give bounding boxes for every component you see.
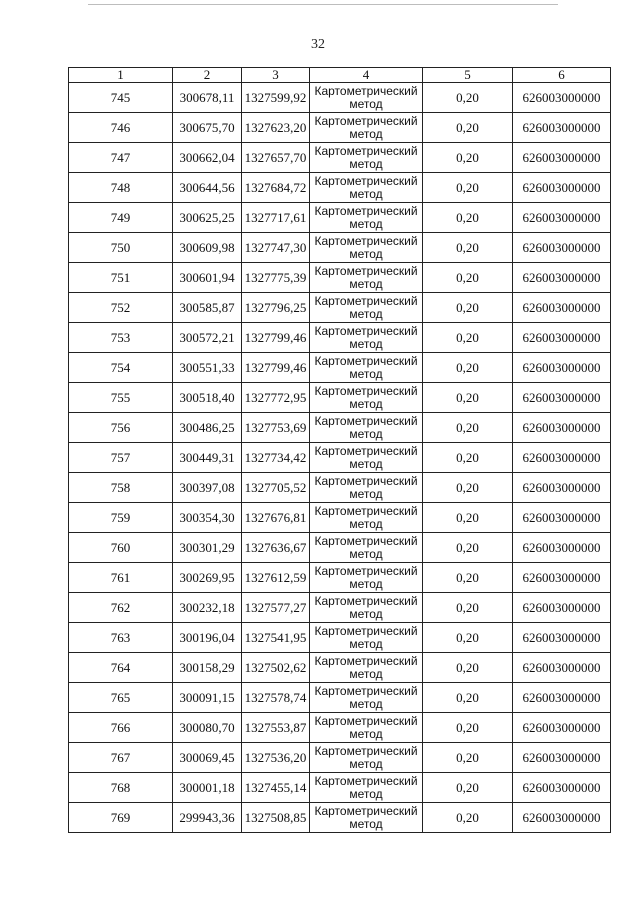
precision: 0,20: [423, 143, 513, 173]
method-line-2: метод: [349, 786, 383, 801]
table-row: [69, 593, 611, 623]
table-row: [69, 173, 611, 203]
point-number: 759: [69, 503, 173, 533]
header-col-2: 2: [173, 68, 242, 83]
method-line-2: метод: [349, 216, 383, 231]
method-line-1: Картометрический: [314, 683, 418, 698]
table-row: [69, 653, 611, 683]
coord-x: 300609,98: [173, 233, 242, 263]
table-row: [69, 803, 611, 833]
coord-y: 1327502,62: [242, 653, 310, 683]
table-row: [69, 623, 611, 653]
method-line-1: Картометрический: [314, 443, 418, 458]
method-line-2: метод: [349, 666, 383, 681]
coord-x: 300662,04: [173, 143, 242, 173]
method-line-2: метод: [349, 516, 383, 531]
table-row: [69, 353, 611, 383]
method-line-1: Картометрический: [314, 203, 418, 218]
precision: 0,20: [423, 473, 513, 503]
point-number: 762: [69, 593, 173, 623]
table-row: [69, 713, 611, 743]
point-number: 750: [69, 233, 173, 263]
header-col-5: 5: [423, 68, 513, 83]
method-line-2: метод: [349, 336, 383, 351]
cadastral-code: 626003000000: [513, 743, 611, 773]
cadastral-code: 626003000000: [513, 593, 611, 623]
method-line-2: метод: [349, 546, 383, 561]
cadastral-code: 626003000000: [513, 233, 611, 263]
point-number: 751: [69, 263, 173, 293]
precision: 0,20: [423, 533, 513, 563]
coord-x: 300091,15: [173, 683, 242, 713]
table-row: [69, 773, 611, 803]
point-number: 748: [69, 173, 173, 203]
precision: 0,20: [423, 83, 513, 113]
method-cell: [310, 743, 423, 773]
point-number: 746: [69, 113, 173, 143]
cadastral-code: 626003000000: [513, 713, 611, 743]
method-line-1: Картометрический: [314, 773, 418, 788]
point-number: 747: [69, 143, 173, 173]
point-number: 755: [69, 383, 173, 413]
coord-x: 300354,30: [173, 503, 242, 533]
precision: 0,20: [423, 293, 513, 323]
coord-x: 300269,95: [173, 563, 242, 593]
precision: 0,20: [423, 743, 513, 773]
table-row: [69, 533, 611, 563]
method-cell: [310, 413, 423, 443]
coord-y: 1327541,95: [242, 623, 310, 653]
method-line-2: метод: [349, 456, 383, 471]
method-line-1: Картометрический: [314, 473, 418, 488]
method-line-2: метод: [349, 426, 383, 441]
cadastral-code: 626003000000: [513, 563, 611, 593]
method-line-1: Картометрический: [314, 113, 418, 128]
method-line-1: Картометрический: [314, 593, 418, 608]
method-cell: [310, 443, 423, 473]
method-cell: [310, 473, 423, 503]
method-cell: [310, 803, 423, 833]
method-line-2: метод: [349, 276, 383, 291]
method-line-2: метод: [349, 246, 383, 261]
method-line-2: метод: [349, 366, 383, 381]
method-cell: [310, 563, 423, 593]
coord-y: 1327636,67: [242, 533, 310, 563]
method-cell: [310, 143, 423, 173]
table-row: [69, 113, 611, 143]
method-line-1: Картометрический: [314, 653, 418, 668]
precision: 0,20: [423, 233, 513, 263]
point-number: 753: [69, 323, 173, 353]
header-col-3: 3: [242, 68, 310, 83]
coord-y: 1327578,74: [242, 683, 310, 713]
method-line-1: Картометрический: [314, 233, 418, 248]
cadastral-code: 626003000000: [513, 203, 611, 233]
coord-y: 1327705,52: [242, 473, 310, 503]
method-line-1: Картометрический: [314, 413, 418, 428]
precision: 0,20: [423, 353, 513, 383]
point-number: 754: [69, 353, 173, 383]
coord-y: 1327623,20: [242, 113, 310, 143]
method-line-2: метод: [349, 396, 383, 411]
point-number: 761: [69, 563, 173, 593]
cadastral-code: 626003000000: [513, 323, 611, 353]
coord-x: 300678,11: [173, 83, 242, 113]
coord-y: 1327676,81: [242, 503, 310, 533]
coord-x: 300158,29: [173, 653, 242, 683]
method-line-1: Картометрический: [314, 623, 418, 638]
method-line-1: Картометрический: [314, 173, 418, 188]
cadastral-code: 626003000000: [513, 173, 611, 203]
method-cell: [310, 593, 423, 623]
precision: 0,20: [423, 653, 513, 683]
method-line-1: Картометрический: [314, 533, 418, 548]
method-line-1: Картометрический: [314, 293, 418, 308]
method-line-1: Картометрический: [314, 263, 418, 278]
method-cell: [310, 263, 423, 293]
coord-y: 1327536,20: [242, 743, 310, 773]
method-line-2: метод: [349, 156, 383, 171]
coord-y: 1327734,42: [242, 443, 310, 473]
method-line-1: Картометрический: [314, 803, 418, 818]
table-row: [69, 563, 611, 593]
method-cell: [310, 383, 423, 413]
coord-y: 1327684,72: [242, 173, 310, 203]
header-row: [69, 68, 611, 83]
table-row: [69, 503, 611, 533]
cadastral-code: 626003000000: [513, 83, 611, 113]
method-cell: [310, 173, 423, 203]
method-line-2: метод: [349, 486, 383, 501]
point-number: 766: [69, 713, 173, 743]
method-line-2: метод: [349, 126, 383, 141]
method-line-2: метод: [349, 606, 383, 621]
page-number: 32: [311, 37, 325, 52]
method-line-2: метод: [349, 726, 383, 741]
coord-x: 300232,18: [173, 593, 242, 623]
method-line-2: метод: [349, 756, 383, 771]
coord-x: 300069,45: [173, 743, 242, 773]
coord-x: 300196,04: [173, 623, 242, 653]
precision: 0,20: [423, 803, 513, 833]
cadastral-code: 626003000000: [513, 473, 611, 503]
method-cell: [310, 293, 423, 323]
coord-y: 1327577,27: [242, 593, 310, 623]
table-row: [69, 413, 611, 443]
method-cell: [310, 713, 423, 743]
point-number: 752: [69, 293, 173, 323]
coord-y: 1327747,30: [242, 233, 310, 263]
precision: 0,20: [423, 383, 513, 413]
method-line-1: Картометрический: [314, 743, 418, 758]
coord-x: 300397,08: [173, 473, 242, 503]
cadastral-code: 626003000000: [513, 113, 611, 143]
cadastral-code: 626003000000: [513, 803, 611, 833]
cadastral-code: 626003000000: [513, 413, 611, 443]
method-line-2: метод: [349, 576, 383, 591]
cadastral-code: 626003000000: [513, 773, 611, 803]
coord-y: 1327796,25: [242, 293, 310, 323]
precision: 0,20: [423, 503, 513, 533]
point-number: 764: [69, 653, 173, 683]
coord-y: 1327772,95: [242, 383, 310, 413]
coord-y: 1327553,87: [242, 713, 310, 743]
precision: 0,20: [423, 203, 513, 233]
table-row: [69, 233, 611, 263]
precision: 0,20: [423, 413, 513, 443]
header-col-6: 6: [513, 68, 611, 83]
method-cell: [310, 533, 423, 563]
precision: 0,20: [423, 593, 513, 623]
method-line-1: Картометрический: [314, 563, 418, 578]
cadastral-code: 626003000000: [513, 293, 611, 323]
point-number: 760: [69, 533, 173, 563]
coord-y: 1327717,61: [242, 203, 310, 233]
cadastral-code: 626003000000: [513, 683, 611, 713]
method-cell: [310, 233, 423, 263]
method-cell: [310, 323, 423, 353]
method-line-2: метод: [349, 186, 383, 201]
coord-x: 300644,56: [173, 173, 242, 203]
precision: 0,20: [423, 773, 513, 803]
method-line-2: метод: [349, 636, 383, 651]
point-number: 758: [69, 473, 173, 503]
coord-x: 300601,94: [173, 263, 242, 293]
method-line-1: Картометрический: [314, 83, 418, 98]
method-line-2: метод: [349, 696, 383, 711]
table-row: [69, 203, 611, 233]
precision: 0,20: [423, 713, 513, 743]
table-row: [69, 683, 611, 713]
point-number: 756: [69, 413, 173, 443]
table-row: [69, 473, 611, 503]
point-number: 769: [69, 803, 173, 833]
coord-x: 300551,33: [173, 353, 242, 383]
coord-x: 300572,21: [173, 323, 242, 353]
precision: 0,20: [423, 173, 513, 203]
coord-y: 1327799,46: [242, 323, 310, 353]
cadastral-code: 626003000000: [513, 443, 611, 473]
method-line-2: метод: [349, 96, 383, 111]
cadastral-code: 626003000000: [513, 353, 611, 383]
method-line-1: Картометрический: [314, 353, 418, 368]
method-line-1: Картометрический: [314, 713, 418, 728]
coord-y: 1327775,39: [242, 263, 310, 293]
point-number: 749: [69, 203, 173, 233]
method-cell: [310, 203, 423, 233]
point-number: 757: [69, 443, 173, 473]
coord-y: 1327753,69: [242, 413, 310, 443]
method-line-1: Картометрический: [314, 383, 418, 398]
method-cell: [310, 653, 423, 683]
coordinates-table: [68, 67, 611, 833]
table-row: [69, 443, 611, 473]
coord-x: 300301,29: [173, 533, 242, 563]
coord-y: 1327455,14: [242, 773, 310, 803]
coord-x: 300449,31: [173, 443, 242, 473]
table-row: [69, 143, 611, 173]
precision: 0,20: [423, 443, 513, 473]
table-row: [69, 323, 611, 353]
precision: 0,20: [423, 323, 513, 353]
cadastral-code: 626003000000: [513, 143, 611, 173]
coord-x: 300625,25: [173, 203, 242, 233]
method-cell: [310, 113, 423, 143]
coord-x: 300585,87: [173, 293, 242, 323]
coord-y: 1327612,59: [242, 563, 310, 593]
coord-x: 300080,70: [173, 713, 242, 743]
method-cell: [310, 683, 423, 713]
coord-y: 1327657,70: [242, 143, 310, 173]
table-row: [69, 83, 611, 113]
point-number: 768: [69, 773, 173, 803]
method-cell: [310, 623, 423, 653]
cadastral-code: 626003000000: [513, 623, 611, 653]
coord-x: 300675,70: [173, 113, 242, 143]
table-row: [69, 383, 611, 413]
coord-x: 299943,36: [173, 803, 242, 833]
method-cell: [310, 83, 423, 113]
precision: 0,20: [423, 113, 513, 143]
point-number: 767: [69, 743, 173, 773]
coord-x: 300518,40: [173, 383, 242, 413]
cadastral-code: 626003000000: [513, 533, 611, 563]
coord-x: 300001,18: [173, 773, 242, 803]
method-cell: [310, 503, 423, 533]
coord-x: 300486,25: [173, 413, 242, 443]
method-line-1: Картометрический: [314, 503, 418, 518]
method-cell: [310, 773, 423, 803]
coord-y: 1327599,92: [242, 83, 310, 113]
point-number: 765: [69, 683, 173, 713]
scan-top-edge: [88, 4, 558, 5]
method-line-1: Картометрический: [314, 323, 418, 338]
cadastral-code: 626003000000: [513, 383, 611, 413]
header-col-1: 1: [69, 68, 173, 83]
method-cell: [310, 353, 423, 383]
method-line-2: метод: [349, 816, 383, 831]
coord-y: 1327799,46: [242, 353, 310, 383]
cadastral-code: 626003000000: [513, 263, 611, 293]
table-row: [69, 293, 611, 323]
point-number: 763: [69, 623, 173, 653]
method-line-1: Картометрический: [314, 143, 418, 158]
method-line-2: метод: [349, 306, 383, 321]
point-number: 745: [69, 83, 173, 113]
header-col-4: 4: [310, 68, 423, 83]
precision: 0,20: [423, 683, 513, 713]
cadastral-code: 626003000000: [513, 503, 611, 533]
precision: 0,20: [423, 263, 513, 293]
cadastral-code: 626003000000: [513, 653, 611, 683]
table-row: [69, 263, 611, 293]
table-row: [69, 743, 611, 773]
coord-y: 1327508,85: [242, 803, 310, 833]
precision: 0,20: [423, 563, 513, 593]
precision: 0,20: [423, 623, 513, 653]
